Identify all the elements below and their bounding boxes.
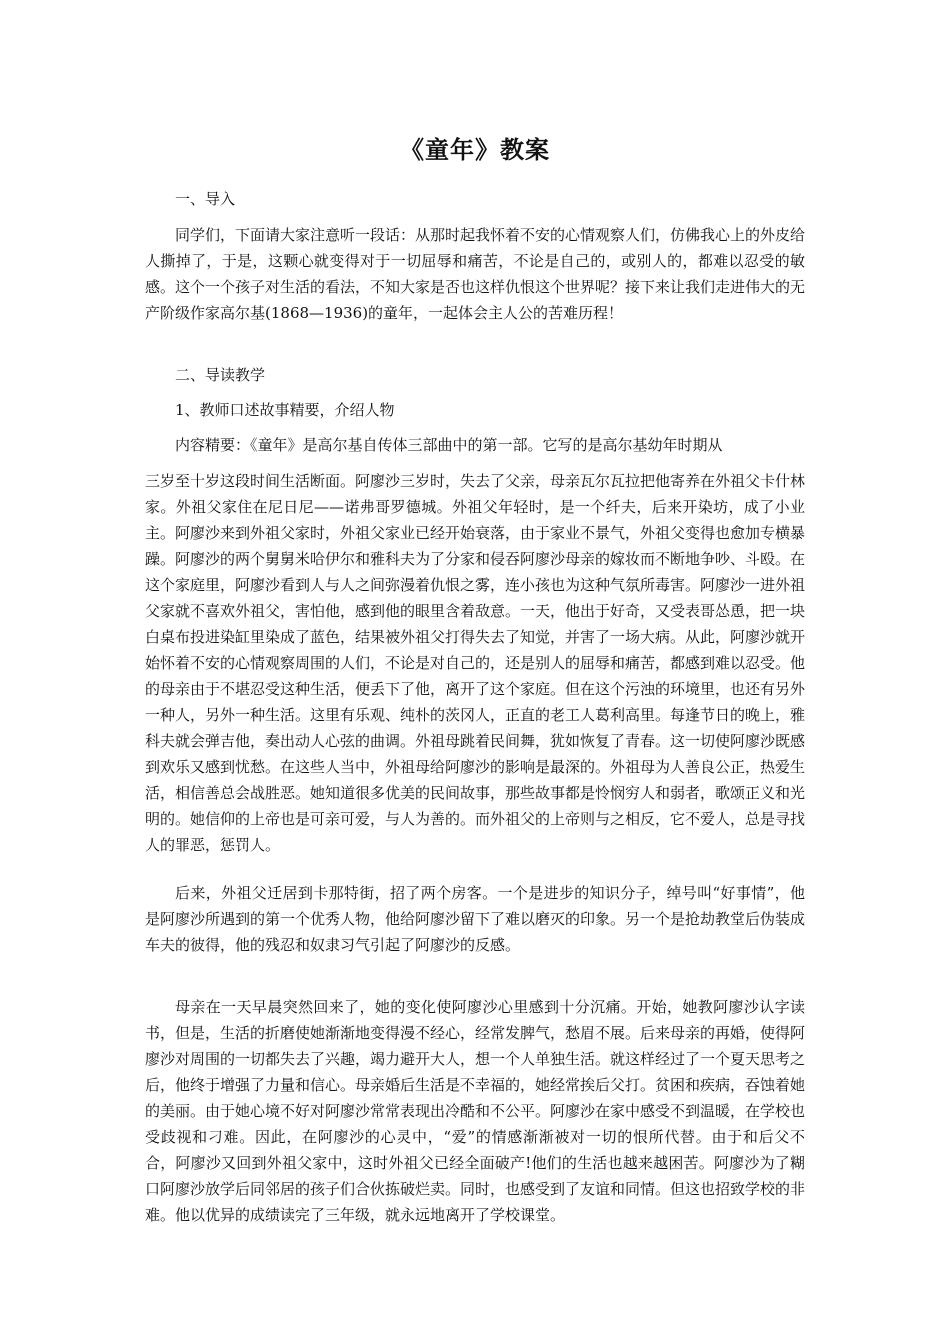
tenants-paragraph [145,880,805,958]
intro-paragraph-text: 同学们，下面请大家注意听一段话：从那时起我怀着不安的心情观察人们，仿佛我心上的外皮给人撕掉了，于是，这颗心就变得对于一切屈辱和痛苦，不论是自己的，或别人的，都难以忍受的敏感。这个一个孩子对生活的看法，不知大家是否也这样仇恨这个世界呢？接下来让我们走进伟大的无产阶级作家高尔基(1868—1936)的童年，一起体会主人公的苦难历程！ [145,226,806,322]
intro-paragraph [145,222,805,326]
summary-body-paragraph [145,468,805,858]
section-heading-guided-teaching: 二、导读教学 [175,366,266,384]
section-heading-intro: 一、导入 [175,190,236,208]
document-title: 《童年》教案 [400,135,550,164]
summary-body-text: 三岁至十岁这段时间生活断面。阿廖沙三岁时，失去了父亲，母亲瓦尔瓦拉把他寄养在外祖父卡什林家。外祖父家住在尼日尼——诺弗哥罗德城。外祖父年轻时，是一个纤夫，后来开染坊，成了小业主。阿廖沙来到外祖父家时，外祖父家业已经开始衰落，由于家业不景气，外祖父变得也愈加专横暴躁。阿廖沙的两个舅舅米哈伊尔和雅科夫为了分家和侵吞阿廖沙母亲的嫁妆而不断地争吵、斗殴。在这个家庭里，阿廖沙看到人与人之间弥漫着仇恨之雾，连小孩也为这种气氛所毒害。阿廖沙一进外祖父家就不喜欢外祖父，害怕他，感到他的眼里含着敌意。一天，他出于好奇，又受表哥怂恿，把一块白桌布投进染缸里染成了蓝色，结果被外祖父打得失去了知觉，并害了一场大病。从此，阿廖沙就开始怀着不安的心情观察周围的人们，不论是对自己的，还是别人的屈辱和痛苦，都感到难以忍受。他的母亲由于不堪忍受这种生活，便丢下了他，离开了这个家庭。但在这个污浊的环境里，也还有另外一种人，另外一种生活。这里有乐观、纯朴的茨冈人，正直的老工人葛利高里。每逢节日的晚上，雅科夫就会弹吉他，奏出动人心弦的曲调。外祖母跳着民间舞，犹如恢复了青春。这一切使阿廖沙既感到欢乐又感到忧愁。在这些人当中，外祖母给阿廖沙的影响是最深的。外祖母为人善良公正，热爱生活，相信善总会战胜恶。她知道很多优美的民间故事，那些故事都是怜悯穷人和弱者，歌颂正义和光明的。她信仰的上帝也是可亲可爱，与人为善的。而外祖父的上帝则与之相反，它不爱人，总是寻找人的罪恶，惩罚人。 [145,472,806,854]
summary-lead-paragraph [145,432,805,458]
subsection-heading-story-summary: 1、教师口述故事精要，介绍人物 [175,401,395,419]
mother-paragraph-text: 母亲在一天早晨突然回来了，她的变化使阿廖沙心里感到十分沉痛。开始，她教阿廖沙认字读书，但是，生活的折磨使她渐渐地变得漫不经心，经常发脾气，愁眉不展。后来母亲的再婚，使得阿廖沙对周围的一切都失去了兴趣，竭力避开大人，想一个人单独生活。就这样经过了一个夏天思考之后，他终于增强了力量和信心。母亲婚后生活是不幸福的，她经常挨后父打。贫困和疾病，吞蚀着她的美丽。由于她心境不好对阿廖沙常常表现出冷酷和不公平。阿廖沙在家中感受不到温暖，在学校也受歧视和刁难。因此，在阿廖沙的心灵中，“爱”的情感渐渐被对一切的恨所代替。由于和后父不合，阿廖沙又回到外祖父家中，这时外祖父已经全面破产!他们的生活也越来越困苦。阿廖沙为了糊口阿廖沙放学后同邻居的孩子们合伙拣破烂卖。同时，也感受到了友谊和同情。但这也招致学校的非难。他以优异的成绩读完了三年级，就永远地离开了学校课堂。 [145,998,806,1224]
mother-paragraph [145,994,805,1228]
summary-lead-text: 内容精要：《童年》是高尔基自传体三部曲中的第一部。它写的是高尔基幼年时期从 [175,436,723,454]
tenants-paragraph-text: 后来，外祖父迁居到卡那特街，招了两个房客。一个是进步的知识分子，绰号叫“好事情”，他是阿廖沙所遇到的第一个优秀人物，他给阿廖沙留下了难以磨灭的印象。另一个是抢劫教堂后伪装成车夫的彼得，他的残忍和奴隶习气引起了阿廖沙的反感。 [145,884,806,954]
